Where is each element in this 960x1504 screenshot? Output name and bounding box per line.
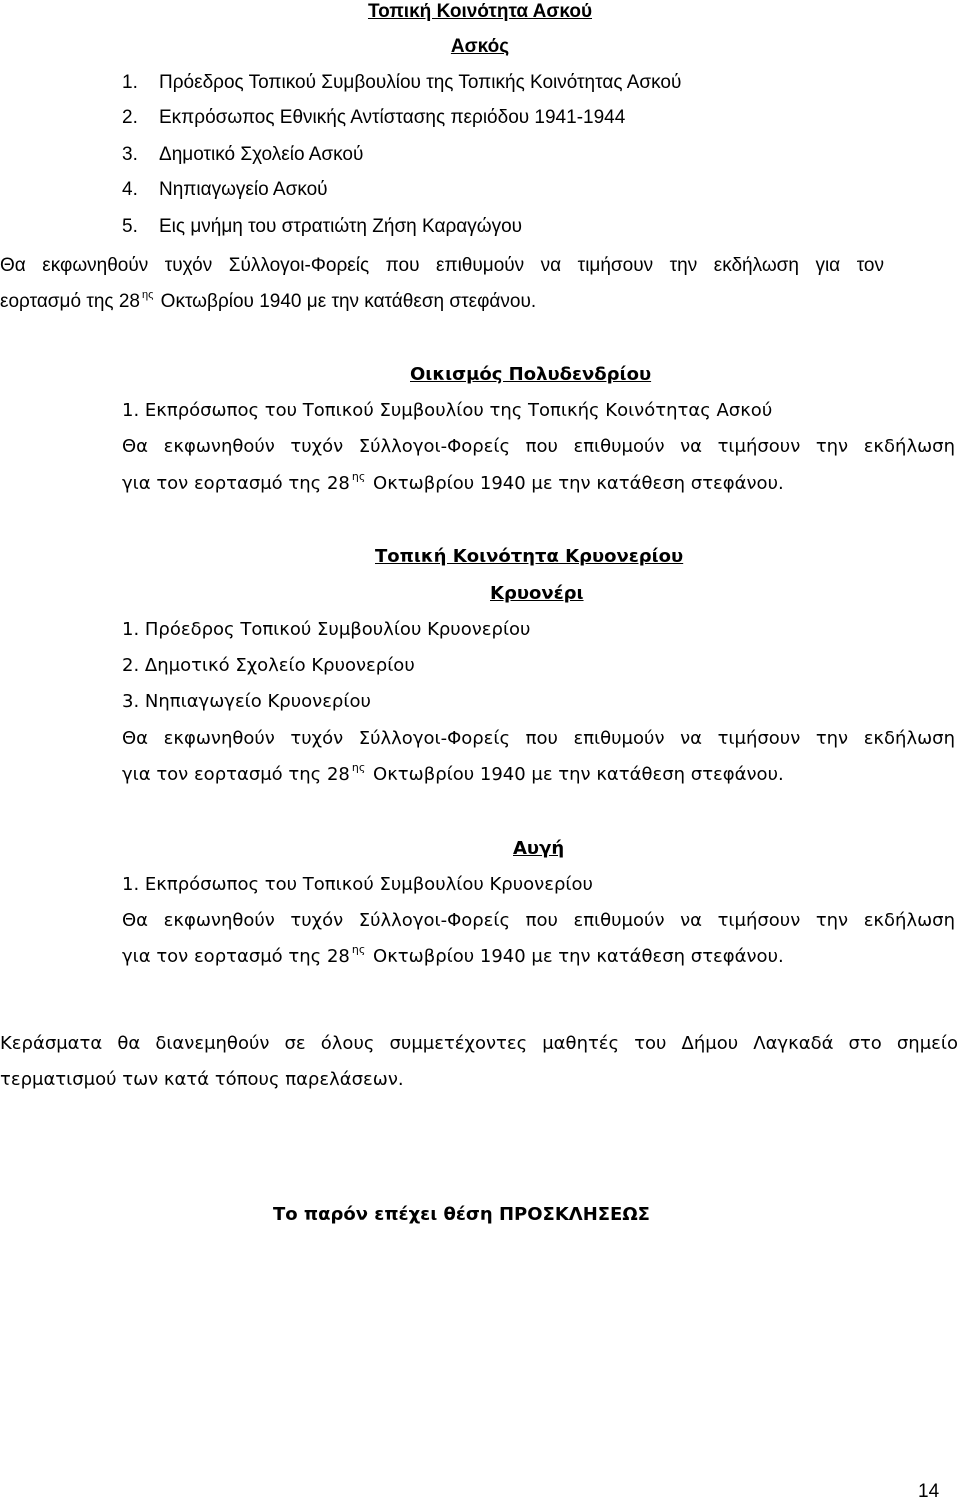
list-item: 1. Εκπρόσωπος του Τοπικού Συμβουλίου της Τοπικής Κοινότητας Ασκού — [122, 400, 773, 421]
section-subtitle-kryoneri: Κρυονέρι — [490, 583, 584, 604]
polydendri-note-line-1: Θα εκφωνηθούν τυχόν Σύλλογοι-Φορείς που επιθυμούν να τιμήσουν την εκδήλωση — [122, 436, 955, 457]
ordinal-suffix: ης — [351, 943, 366, 956]
ordinal-suffix: ης — [141, 289, 154, 301]
list-item: 3. Νηπιαγωγείο Κρυονερίου — [122, 691, 371, 712]
list-item — [122, 215, 523, 239]
list-item: 2. Δημοτικό Σχολείο Κρυονερίου — [122, 655, 415, 676]
section-title-askos-community: Τοπική Κοινότητα Ασκού — [367, 1, 593, 22]
section-title-polydendri: Οικισμός Πολυδενδρίου — [410, 364, 652, 385]
askos-note-line-2: εορτασμό της 28 $^{\eta\varsigma}$ Οκτωβρίου 1940 με την κατάθεση στεφάνου. — [0, 289, 537, 312]
list-item-number: 1. — [122, 72, 138, 93]
list-item-text: Πρόεδρος Τοπικού Συμβουλίου της Τοπικής Κοινότητας Ασκού — [159, 72, 682, 93]
askos-note-line-1: Θα εκφωνηθούν τυχόν Σύλλογοι-Φορείς που επιθυμούν να τιμήσουν την εκδήλωση για τον — [0, 255, 884, 276]
list-item-text: Νηπιαγωγείο Ασκού — [159, 179, 328, 200]
list-item — [122, 106, 626, 130]
polydendri-note-line-2: για τον εορτασμό της 28 $^{\eta\varsigma}$ Οκτωβρίου 1940 με την κατάθεση στεφάνου. — [122, 470, 784, 494]
ordinal-suffix: ης — [351, 470, 366, 483]
section-title-avgi: Αυγή — [513, 838, 565, 859]
list-item: 1. Εκπρόσωπος του Τοπικού Συμβουλίου Κρυονερίου — [122, 874, 593, 895]
section-subtitle-askos: Ασκός — [450, 36, 510, 57]
list-item-number: 4. — [122, 179, 138, 200]
list-item-text: Δημοτικό Σχολείο Ασκού — [159, 144, 364, 165]
list-item — [122, 71, 682, 95]
ordinal-suffix: ης — [351, 761, 366, 774]
avgi-note-line-2: για τον εορτασμό της 28 $^{\eta\varsigma}$ Οκτωβρίου 1940 με την κατάθεση στεφάνου. — [122, 943, 784, 967]
refreshments-line-1: Κεράσματα θα διανεμηθούν σε όλους συμμετέχοντες μαθητές του Δήμου Λαγκαδά στο σημείο — [0, 1033, 958, 1054]
avgi-note-line-1: Θα εκφωνηθούν τυχόν Σύλλογοι-Φορείς που επιθυμούν να τιμήσουν την εκδήλωση — [122, 910, 955, 931]
page-number: 14 — [918, 1481, 940, 1502]
list-item — [122, 143, 364, 167]
kryoneri-note-line-1: Θα εκφωνηθούν τυχόν Σύλλογοι-Φορείς που επιθυμούν να τιμήσουν την εκδήλωση — [122, 728, 955, 749]
refreshments-line-2: τερματισμού των κατά τόπους παρελάσεων. — [0, 1069, 404, 1090]
list-item-number: 5. — [122, 216, 138, 237]
closing-statement: Το παρόν επέχει θέση ΠΡΟΣΚΛΗΣΕΩΣ — [273, 1204, 650, 1225]
list-item: 1. Πρόεδρος Τοπικού Συμβουλίου Κρυονερίου — [122, 619, 531, 640]
section-title-kryoneri-community: Τοπική Κοινότητα Κρυονερίου — [375, 546, 684, 567]
list-item-number: 3. — [122, 144, 138, 165]
list-item-text: Εκπρόσωπος Εθνικής Αντίστασης περιόδου 1941-1944 — [159, 107, 626, 128]
list-item — [122, 178, 328, 202]
list-item-text: Εις μνήμη του στρατιώτη Ζήση Καραγώγου — [159, 216, 523, 237]
kryoneri-note-line-2: για τον εορτασμό της 28 $^{\eta\varsigma}$ Οκτωβρίου 1940 με την κατάθεση στεφάνου. — [122, 761, 784, 785]
list-item-number: 2. — [122, 107, 138, 128]
